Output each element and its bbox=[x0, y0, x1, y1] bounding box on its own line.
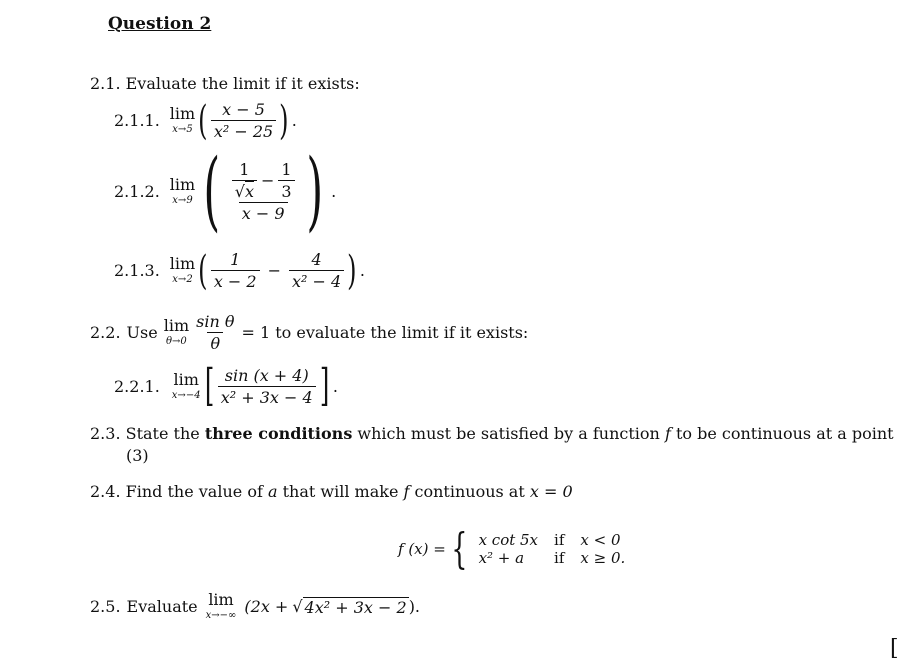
q211-fraction bbox=[211, 100, 276, 141]
q212-inner-fraction-2 bbox=[278, 160, 294, 201]
q25-expr-close: ). bbox=[408, 597, 421, 616]
q23-bold: three conditions bbox=[204, 424, 353, 443]
q212-end: . bbox=[331, 181, 337, 201]
q25-lim-word: lim bbox=[208, 590, 234, 609]
q24-f: f bbox=[403, 482, 410, 501]
q22-rest: = 1 to evaluate the limit if it exists: bbox=[241, 323, 529, 342]
q213-fraction-1 bbox=[211, 250, 260, 291]
edge-bracket: [ bbox=[890, 636, 899, 661]
case1-expr: x cot 5x bbox=[478, 531, 539, 549]
case2-if: if bbox=[554, 549, 565, 567]
left-paren: ( bbox=[198, 247, 208, 294]
right-paren: ) bbox=[347, 247, 357, 294]
q212-outer-numerator bbox=[229, 160, 298, 202]
q21-number: 2.1. bbox=[90, 74, 121, 93]
question-heading: Question 2 bbox=[108, 14, 212, 34]
q24-cond: x = 0 bbox=[529, 482, 573, 501]
q22-lim-sub: θ→0 bbox=[166, 336, 187, 347]
q221-number: 2.2.1. bbox=[114, 376, 160, 396]
q22-fraction bbox=[193, 312, 237, 353]
q221-expression bbox=[114, 360, 338, 411]
q23-number: 2.3. bbox=[90, 424, 121, 443]
q23-f: f bbox=[664, 424, 671, 443]
q211-expression bbox=[114, 97, 297, 144]
q24-line bbox=[90, 482, 573, 501]
q213-number: 2.1.3. bbox=[114, 261, 160, 280]
q24-number: 2.4. bbox=[90, 482, 121, 501]
q212-number: 2.1.2. bbox=[114, 181, 160, 201]
q212-outer-denominator: x − 9 bbox=[239, 202, 288, 223]
q22-lim-word: lim bbox=[163, 316, 190, 335]
q213-limit bbox=[170, 256, 195, 285]
q212-radicand: x bbox=[244, 181, 254, 201]
q211-limit bbox=[170, 106, 195, 135]
q211-end: . bbox=[291, 111, 297, 130]
q221-end: . bbox=[332, 376, 338, 396]
case2-expr: x² + a bbox=[478, 549, 525, 567]
q23-marks: (3) bbox=[126, 446, 149, 465]
q23-pre: State the bbox=[125, 424, 200, 443]
q213-lim-word: lim bbox=[169, 254, 196, 273]
q213-minus: − bbox=[267, 261, 281, 280]
q213-den2: x² − 4 bbox=[289, 270, 344, 291]
sqrt-symbol: √ bbox=[292, 597, 303, 616]
q21-line bbox=[90, 74, 360, 93]
case-row bbox=[473, 531, 636, 549]
q23-line bbox=[90, 424, 894, 443]
piecewise-function bbox=[398, 524, 635, 573]
q211-lim-word: lim bbox=[169, 104, 196, 123]
q212-inner-fraction-1 bbox=[232, 160, 257, 201]
q25-line bbox=[90, 592, 420, 621]
piecewise-fx: f (x) = bbox=[398, 540, 446, 558]
q213-end: . bbox=[359, 261, 365, 280]
q211-lim-sub: x→5 bbox=[172, 124, 193, 135]
q25-expr-open: (2x + bbox=[244, 597, 289, 616]
q21-text: Evaluate the limit if it exists: bbox=[125, 74, 360, 93]
q221-fraction bbox=[218, 366, 316, 407]
q212-inner-den1 bbox=[232, 180, 257, 201]
q212-inner-den2: 3 bbox=[278, 180, 294, 201]
q211-numerator: x − 5 bbox=[222, 100, 265, 119]
case1-cond: x < 0 bbox=[580, 531, 621, 549]
q22-limit bbox=[164, 318, 189, 347]
q212-inner-num1: 1 bbox=[239, 159, 250, 179]
q213-fraction-2 bbox=[289, 250, 344, 291]
sqrt-symbol: √ bbox=[234, 181, 245, 201]
q221-limit bbox=[171, 369, 201, 401]
q221-numerator: sin (x + 4) bbox=[224, 365, 309, 385]
q24-post: continuous at bbox=[414, 482, 525, 501]
q213-lim-sub: x→2 bbox=[172, 274, 193, 285]
q23-post2: to be continuous at a point bbox=[675, 424, 894, 443]
q22-use: Use bbox=[126, 323, 158, 342]
piecewise-cases bbox=[473, 531, 636, 567]
q25-text: Evaluate bbox=[126, 597, 198, 616]
left-brace: { bbox=[451, 524, 468, 573]
q212-expression bbox=[114, 141, 337, 241]
q22-denominator: θ bbox=[207, 332, 223, 353]
q24-mid: that will make bbox=[282, 482, 399, 501]
q25-sqrt-body: 4x² + 3x − 2 bbox=[304, 597, 407, 617]
q24-a: a bbox=[267, 482, 278, 501]
case2-cond: x ≥ 0. bbox=[580, 549, 626, 567]
right-paren: ) bbox=[279, 97, 289, 144]
case-row bbox=[473, 549, 636, 567]
q211-number: 2.1.1. bbox=[114, 111, 160, 130]
q212-inner-num2: 1 bbox=[281, 159, 292, 179]
q25-number: 2.5. bbox=[90, 597, 121, 616]
q213-num2: 4 bbox=[311, 250, 322, 269]
q22-number: 2.2. bbox=[90, 323, 121, 342]
q212-minus: − bbox=[261, 170, 275, 190]
q221-lim-word: lim bbox=[173, 369, 199, 389]
q212-lim-word: lim bbox=[169, 174, 196, 194]
q23-post: which must be satisfied by a function bbox=[357, 424, 660, 443]
left-paren: ( bbox=[198, 97, 208, 144]
q22-line bbox=[90, 312, 528, 353]
q212-outer-fraction bbox=[229, 160, 298, 223]
right-bracket: ] bbox=[319, 360, 330, 411]
left-bracket: [ bbox=[204, 360, 214, 411]
right-paren: ) bbox=[305, 141, 323, 241]
q213-den1: x − 2 bbox=[211, 270, 260, 291]
case1-if: if bbox=[554, 531, 565, 549]
q22-numerator: sin θ bbox=[196, 312, 235, 331]
q221-denominator: x² + 3x − 4 bbox=[218, 386, 316, 407]
q24-pre: Find the value of bbox=[125, 482, 263, 501]
q213-expression bbox=[114, 247, 365, 294]
q212-lim-sub: x→9 bbox=[172, 194, 193, 206]
left-paren: ( bbox=[203, 141, 221, 241]
q221-lim-sub: x→−4 bbox=[171, 389, 201, 401]
q25-lim-sub: x→−∞ bbox=[205, 610, 237, 621]
q211-denominator: x² − 25 bbox=[211, 120, 276, 141]
q212-limit bbox=[169, 174, 196, 206]
q25-limit bbox=[206, 592, 237, 621]
q213-num1: 1 bbox=[230, 250, 241, 269]
